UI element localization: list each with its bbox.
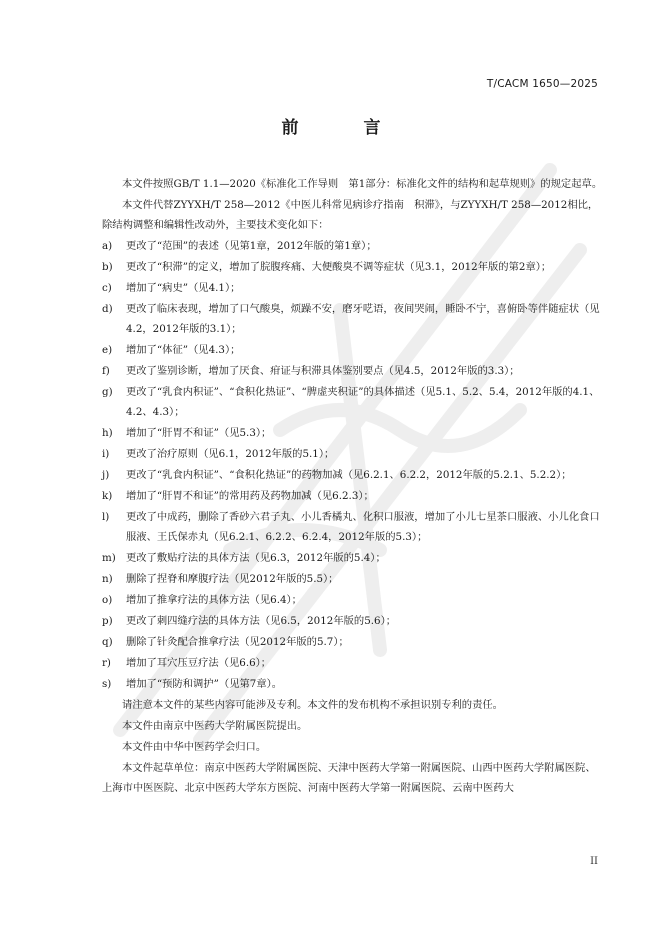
list-item (102, 548, 604, 568)
list-item (102, 236, 604, 256)
list-marker: d) (102, 303, 113, 315)
foreword-body (102, 174, 604, 799)
list-marker: s) (102, 678, 112, 690)
list-marker: j) (102, 469, 110, 481)
list-item-text: 更改了刺四缝疗法的具体方法（见6.5，2012年版的5.6）； (126, 615, 397, 627)
list-marker: m) (102, 552, 116, 564)
list-item (102, 590, 604, 610)
list-item (102, 674, 604, 694)
list-marker: f) (102, 365, 110, 377)
list-marker: h) (102, 427, 113, 439)
closing-paragraph: 请注意本文件的某些内容可能涉及专利。本文件的发布机构不承担识别专利的责任。 (122, 699, 503, 711)
list-marker: k) (102, 490, 113, 502)
list-marker: l) (102, 511, 110, 523)
intro-paragraph: 本文件按照GB/T 1.1—2020《标准化工作导则 第1部分：标准化文件的结构和起草规则》的规定起草。 (122, 178, 603, 190)
list-item (102, 278, 604, 298)
list-item (102, 465, 604, 485)
list-marker: i) (102, 448, 110, 460)
list-marker: p) (102, 615, 113, 627)
list-item-text: 更改了临床表现，增加了口气酸臭，烦躁不安，磨牙呓语，夜间哭闹，睡卧不宁，喜俯卧等伴随症状（见4.2，2012年版的3.1）； (126, 303, 600, 335)
list-marker: n) (102, 573, 113, 585)
list-marker: r) (102, 657, 111, 669)
list-item (102, 382, 604, 422)
closing-paragraph: 本文件由南京中医药大学附属医院提出。 (122, 720, 308, 732)
list-item-text: 更改了“积滞”的定义，增加了脘腹疼痛、大便酸臭不调等症状（见3.1，2012年版的第2章）； (126, 261, 552, 273)
list-item-text: 增加了“肝胃不和证”的常用药及药物加减（见6.2.3）； (126, 490, 374, 502)
list-item (102, 257, 604, 277)
list-item (102, 340, 604, 360)
document-id: T/CACM 1650—2025 (486, 78, 598, 90)
list-item-text: 更改了“乳食内积证”、“食积化热证”、“脾虚夹积证”的具体描述（见5.1、5.2、5.4，2012年版的4.1、4.2、4.3）； (126, 386, 600, 418)
list-marker: q) (102, 636, 113, 648)
list-item-text: 增加了“肝胃不和证”（见5.3）； (126, 427, 272, 439)
list-item-text: 更改了敷贴疗法的具体方法（见6.3，2012年版的5.4）； (126, 552, 386, 564)
list-item-text: 增加了“体征”（见4.3）； (126, 344, 241, 356)
list-marker: b) (102, 261, 113, 273)
list-marker: c) (102, 282, 112, 294)
list-item (102, 486, 604, 506)
intro-paragraph: 本文件代替ZYYXH/T 258—2012《中医儿科常见病诊疗指南 积滞》，与ZYYXH/T 258—2012相比，除结构调整和编辑性改动外，主要技术变化如下： (102, 199, 599, 231)
list-item-text: 删除了捏脊和摩腹疗法（见2012年版的5.5）； (126, 573, 339, 585)
change-list (102, 236, 604, 694)
list-item (102, 299, 604, 339)
page-number: II (590, 856, 598, 867)
closing-paragraph: 本文件起草单位：南京中医药大学附属医院、天津中医药大学第一附属医院、山西中医药大学附属医院、上海市中医医院、北京中医药大学东方医院、河南中医药大学第一附属医院、云南中医药大 (102, 762, 596, 794)
list-item-text: 删除了针灸配合推拿疗法（见2012年版的5.7）； (126, 636, 349, 648)
list-item-text: 增加了耳穴压豆疗法（见6.6）； (126, 657, 272, 669)
list-item (102, 507, 604, 547)
list-item (102, 423, 604, 443)
list-item-text: 更改了“范围”的表述（见第1章，2012年版的第1章）； (126, 240, 377, 252)
list-item-text: 增加了“病史”（见4.1）； (126, 282, 241, 294)
list-item (102, 632, 604, 652)
list-item-text: 更改了鉴别诊断，增加了厌食、疳证与积滞具体鉴别要点（见4.5，2012年版的3.3）； (126, 365, 520, 377)
list-marker: e) (102, 344, 113, 356)
list-marker: o) (102, 594, 113, 606)
list-item (102, 611, 604, 631)
closing-paragraph: 本文件由中华中医药学会归口。 (122, 741, 267, 753)
list-item (102, 444, 604, 464)
list-item-text: 增加了推拿疗法的具体方法（见6.4）； (126, 594, 302, 606)
list-item-text: 更改了中成药，删除了香砂六君子丸、小儿香橘丸、化积口服液，增加了小儿七星茶口服液、小儿化食口服液、王氏保赤丸（见6.2.1、6.2.2、6.2.4，2012年版的5.3）； (126, 511, 600, 543)
list-item-text: 增加了“预防和调护”（见第7章）。 (126, 678, 283, 690)
list-marker: g) (102, 386, 113, 398)
list-item (102, 653, 604, 673)
list-item (102, 569, 604, 589)
list-marker: a) (102, 240, 113, 252)
list-item-text: 更改了“乳食内积证”、“食积化热证”的药物加减（见6.2.1、6.2.2，2012年版的5.2.1、5.2.2）； (126, 469, 572, 481)
list-item-text: 更改了治疗原则（见6.1，2012年版的5.1）； (126, 448, 335, 460)
list-item (102, 361, 604, 381)
page-title: 前 言 (281, 118, 405, 138)
